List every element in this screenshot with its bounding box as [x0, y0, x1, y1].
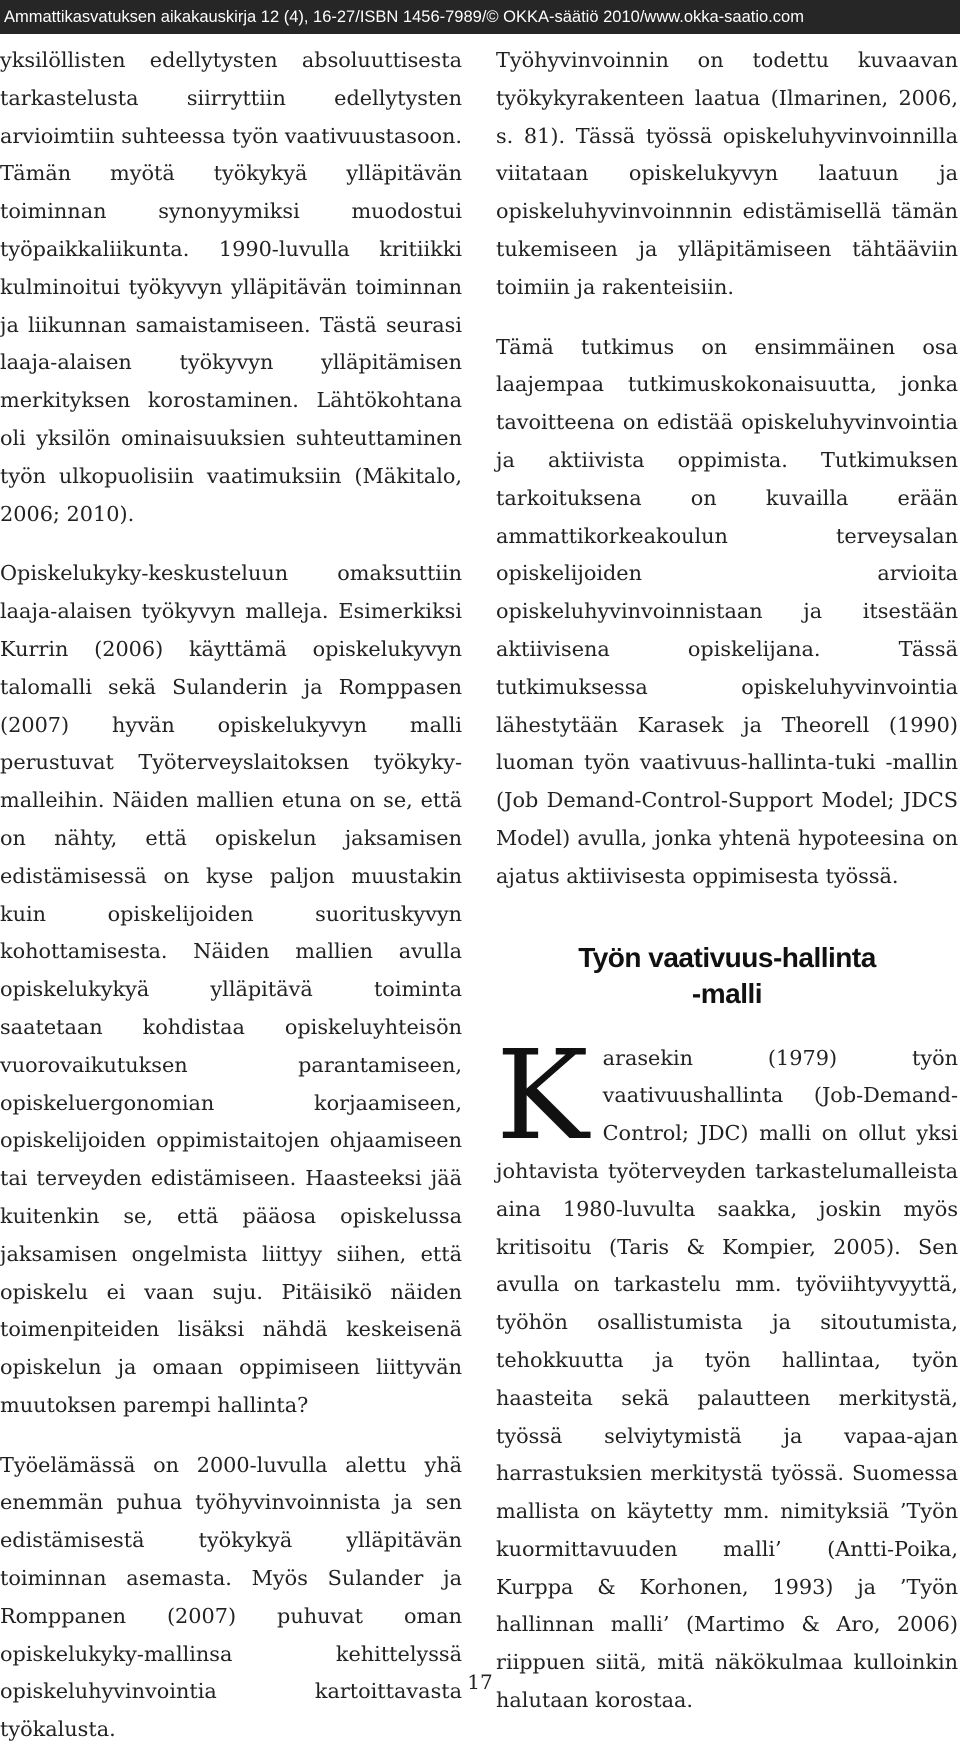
left-paragraph-1: yksilöllisten edellytysten absoluuttisesta tarkastelusta siirryttiin edellytysten arvioimtiin suhteessa työn vaativuustasoon. Tämän myötä työkykyä ylläpitävän toiminnan synonyymiksi muodostui työpaikkaliikunta. 1990-luvulla kritiikki kulminoitui työkyvyn ylläpitävän toiminnan ja liikunnan samaistamiseen. Tästä seurasi laaja-alaisen työkyvyn ylläpitämisen merkityksen korostaminen. Lähtökohtana oli yksilön ominaisuuksien suhteuttaminen työn ulkopuolisiin vaatimuksiin (Mäkitalo, 2006; 2010).: [0, 48, 462, 526]
right-paragraph-3: [496, 1023, 958, 1720]
drop-cap-letter: K: [496, 1023, 589, 1168]
section-heading: [496, 940, 958, 1012]
section-heading-line-2: -malli: [691, 977, 763, 1009]
right-column: [496, 42, 958, 1720]
left-paragraph-3: Työelämässä on 2000-luvulla alettu yhä enemmän puhua työhyvinvoinnista ja sen edistämisestä työkykyä ylläpitävän toiminnan asemasta. Myös Sulander ja Romppanen (2007) puhuvat oman opiskelukyky-mallinsa kehittelyssä opiskeluhyvinvointia kartoittavasta työkalusta.: [0, 1452, 462, 1742]
left-column: [0, 42, 462, 1749]
journal-header: Ammattikasvatuksen aikakauskirja 12 (4), 16-27/ISBN 1456-7989/© OKKA-säätiö 2010/www.okka-saatio.com: [0, 0, 960, 34]
left-paragraph-2: Opiskelukyky-keskusteluun omaksuttiin laaja-alaisen työkyvyn malleja. Esimerkiksi Kurrin (2006) käyttämä opiskelukyvyn talomalli sekä Sulanderin ja Romppasen (2007) hyvän opiskelukyvyn malli perustuvat Työterveyslaitoksen työkyky-malleihin. Näiden mallien etuna on se, että on nähty, että opiskelun jaksamisen edistämisessä on kyse paljon muustakin kuin opiskelijoiden suorituskyvyn kohottamisesta. Näiden mallien avulla opiskelukykyä ylläpitävä toiminta saatetaan kohdistaa opiskeluyhteisön vuorovaikutuksen parantamiseen, opiskeluergonomian korjaamiseen, opiskelijoiden oppimistaitojen ohjaamiseen tai terveyden edistämiseen. Haasteeksi jää kuitenkin se, että pääosa opiskelussa jaksamisen ongelmista liittyy siihen, että opiskelu ei vaan suju. Pitäisikö näiden toimenpiteiden lisäksi nähdä keskeisenä opiskelun ja omaan oppimiseen liittyvän muutoksen parempi hallinta?: [0, 561, 462, 1417]
section-heading-line-1: Työn vaativuus-hallinta: [578, 941, 876, 973]
right-paragraph-3-text: arasekin (1979) työn vaativuushallinta (Job-Demand-Control; JDC) malli on ollut yksi johtavista työterveyden tarkastelumalleista aina 1980-luvulta saakka, joskin myös kritisoitu (Taris & Kompier, 2005). Sen avulla on tarkastelu mm. työviihtyvyyttä, työhön osallistumista ja sitoutumista, tehokkuutta ja työn hallintaa, työn haasteita sekä palautteen merkitystä, työssä selviytymistä ja vapaa-ajan harrastuksien merkitystä työssä. Suomessa mallista on käytetty mm. nimityksiä ’Työn kuormittavuuden malli’ (Antti-Poika, Kurppa & Korhonen, 1993) ja ’Työn hallinnan malli’ (Martimo & Aro, 2006) riippuen siitä, mitä näkökulmaa kulloinkin halutaan korostaa.: [496, 1045, 958, 1713]
right-paragraph-2: Tämä tutkimus on ensimmäinen osa laajempaa tutkimuskokonaisuutta, jonka tavoitteena on edistää opiskeluhyvinvointia ja aktiivista oppimista. Tutkimuksen tarkoituksena on kuvailla erään ammattikorkeakoulun terveysalan opiskelijoiden arvioita opiskeluhyvinvoinnistaan ja itsestään aktiivisena opiskelijana. Tässä tutkimuksessa opiskeluhyvinvointia lähestytään Karasek ja Theorell (1990) luoman työn vaativuus-hallinta-tuki -mallin (Job Demand-Control-Support Model; JDCS Model) avulla, jonka yhtenä hypoteesina on ajatus aktiivisesta oppimisesta työssä.: [496, 334, 958, 888]
page-number: 17: [467, 1670, 493, 1694]
right-paragraph-1: Työhyvinvoinnin on todettu kuvaavan työkykyrakenteen laatua (Ilmarinen, 2006, s. 81). Tässä työssä opiskeluhyvinvoinnilla viitataan opiskelukyvyn laatuun ja opiskeluhyvinvoinnnin edistämisellä tämän tukemiseen ja ylläpitämiseen tähtääviin toimiin ja rakenteisiin.: [496, 48, 958, 299]
